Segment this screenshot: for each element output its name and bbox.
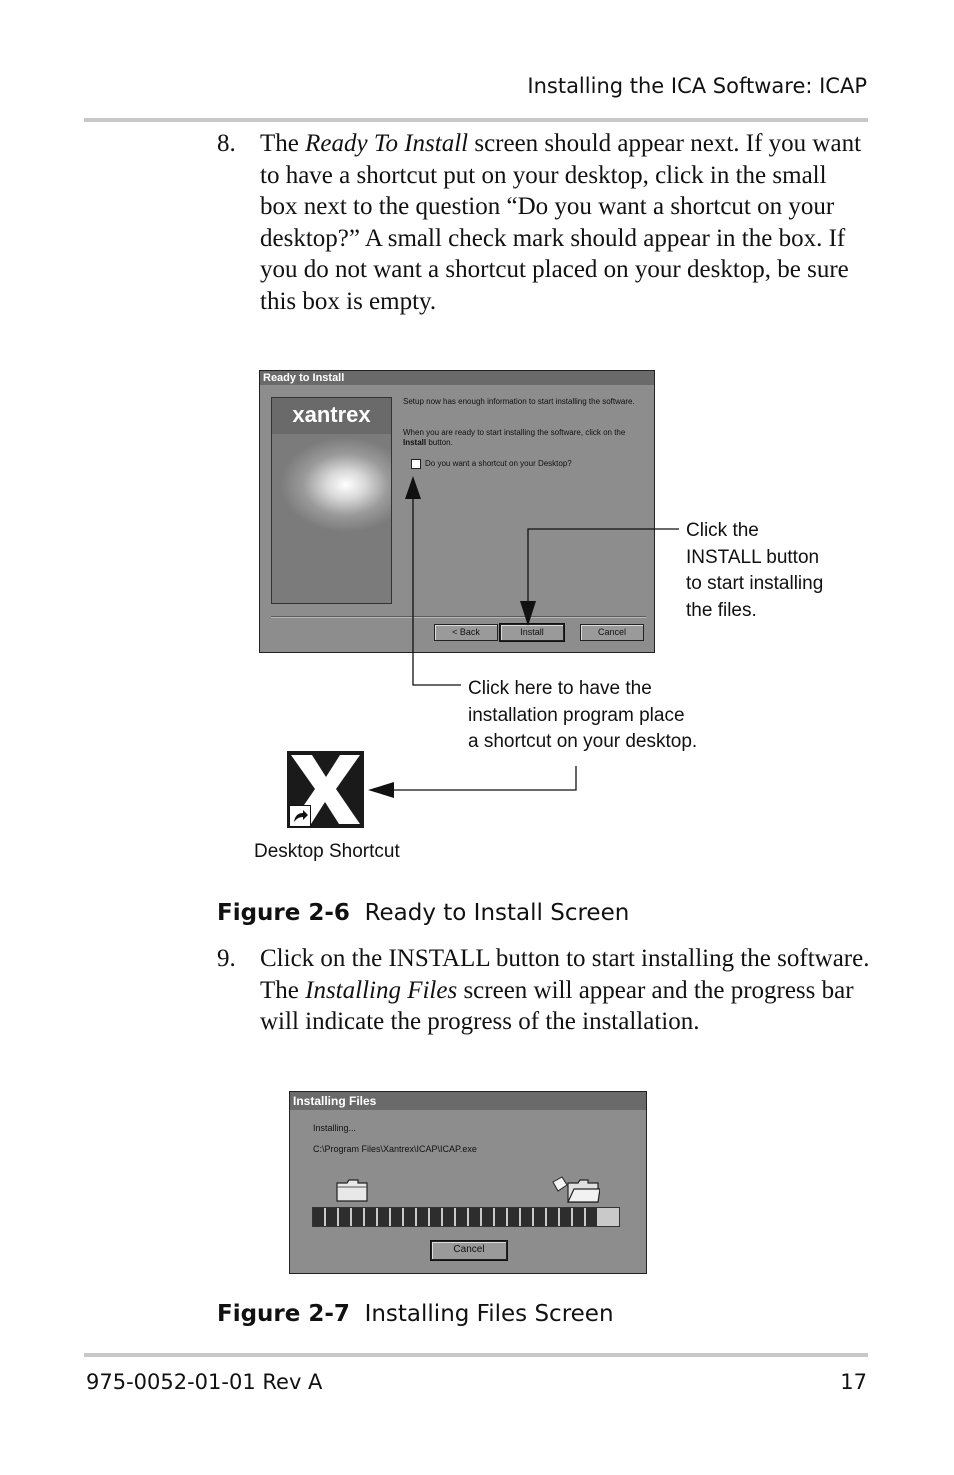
ready-info-2: When you are ready to start installing the software, click on the Install button. bbox=[403, 428, 626, 447]
ready-dialog-title: Ready to Install bbox=[260, 371, 654, 385]
figure-2-6-caption: Figure 2-6 Ready to Install Screen bbox=[217, 900, 630, 926]
footer-rule bbox=[84, 1353, 868, 1357]
shortcut-callout: Click here to have the installation program place a shortcut on your desktop. bbox=[468, 678, 698, 752]
page-number: 17 bbox=[840, 1370, 867, 1394]
shortcut-arrow-icon bbox=[289, 805, 311, 827]
progress-bar bbox=[312, 1207, 620, 1227]
step-9-text: Click on the INSTALL button to start installing the software. The Installing Files screen will appear and the progress bar will indicate the progress of the installation. bbox=[260, 945, 870, 1035]
installing-path: C:\Program Files\Xantrex\ICAP\ICAP.exe bbox=[313, 1144, 477, 1154]
desktop-shortcut-icon[interactable] bbox=[287, 751, 364, 828]
desktop-leader-line bbox=[386, 766, 576, 790]
desktop-arrowhead bbox=[368, 782, 394, 798]
progress-fill bbox=[313, 1208, 598, 1226]
doc-number: 975-0052-01-01 Rev A bbox=[86, 1370, 323, 1394]
install-button[interactable]: Install bbox=[500, 624, 564, 641]
step-8-text: The Ready To Install screen should appear next. If you want to have a shortcut put on your desktop, click in the small box next to the question “Do you want a shortcut on your desktop?” A small check mark should appear in the box. If you do not want a shortcut placed on your desktop, be sure this box is empty. bbox=[260, 130, 862, 315]
checkbox-arrowhead bbox=[405, 476, 421, 499]
installing-status: Installing... bbox=[313, 1123, 357, 1133]
installing-cancel-button[interactable]: Cancel bbox=[431, 1241, 507, 1260]
back-button[interactable]: < Back bbox=[434, 624, 498, 641]
checkbox-leader-line bbox=[413, 489, 461, 685]
step-9-emphasis: Installing Files bbox=[305, 976, 458, 1004]
install-leader-line bbox=[528, 529, 679, 612]
ready-info-1: Setup now has enough information to start installing the software. bbox=[403, 397, 635, 406]
open-folder-icon bbox=[566, 1179, 600, 1203]
running-header: Installing the ICA Software: ICAP bbox=[527, 74, 867, 98]
install-callout: Click the INSTALL button to start installing the files. bbox=[686, 520, 824, 621]
step-8-emphasis: Ready To Install bbox=[305, 130, 469, 157]
shortcut-checkbox-label: Do you want a shortcut on your Desktop? bbox=[425, 459, 572, 468]
installing-files-dialog bbox=[289, 1091, 647, 1274]
step-8-number: 8. bbox=[217, 130, 236, 157]
xantrex-logo: xantrex bbox=[272, 398, 391, 434]
folder-icon bbox=[336, 1178, 368, 1202]
figure-2-7-caption: Figure 2-7 Installing Files Screen bbox=[217, 1301, 614, 1327]
install-arrowhead bbox=[520, 601, 536, 626]
cancel-button[interactable]: Cancel bbox=[580, 624, 644, 641]
desktop-shortcut-label: Desktop Shortcut bbox=[254, 841, 400, 862]
step-9-number: 9. bbox=[217, 945, 236, 972]
installing-dialog-title: Installing Files bbox=[290, 1092, 646, 1110]
